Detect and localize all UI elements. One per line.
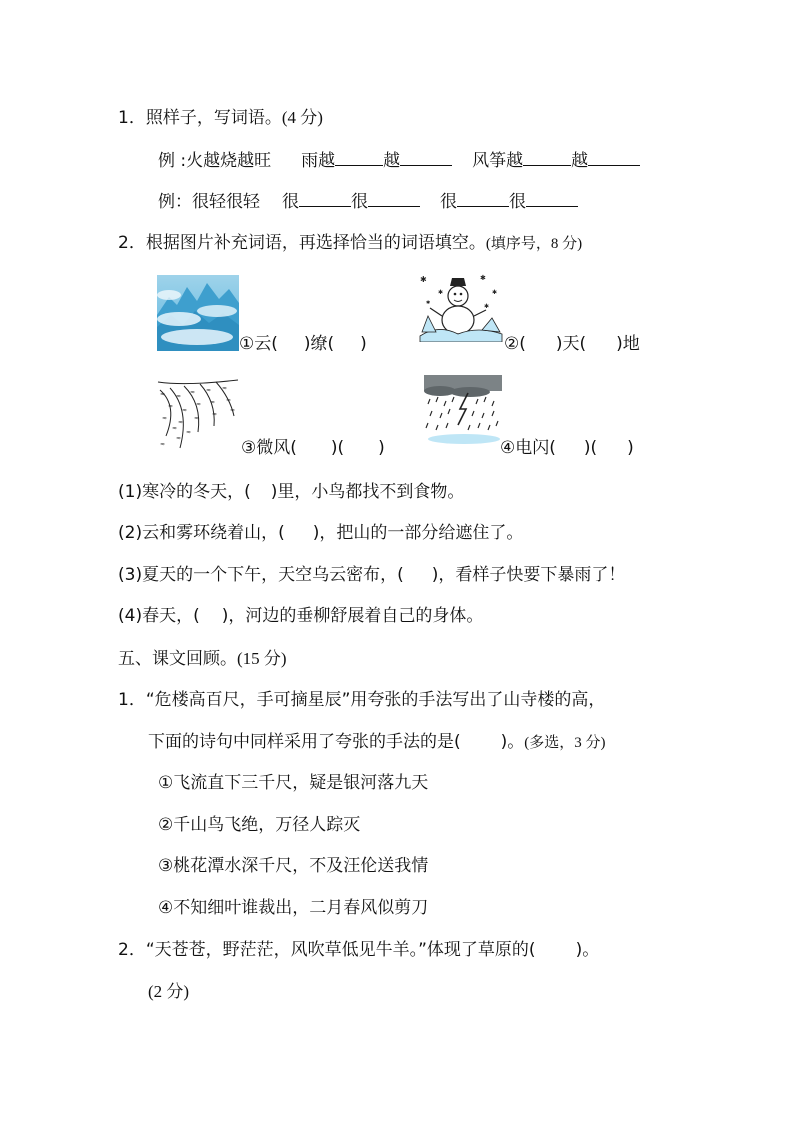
svg-text:≈: ≈ [196,401,202,408]
svg-text:≈: ≈ [226,397,232,404]
pic3-label: ③微风( [241,438,297,458]
svg-text:≈: ≈ [160,441,166,448]
svg-text:✱: ✱ [420,275,427,284]
q1-title: 1．照样子，写词语。 [118,108,282,128]
example1-word-4: 越 [571,151,589,171]
s5-q2-line1 [118,939,599,961]
q1-heading [118,107,323,129]
pic3-end: ) [378,438,385,458]
sentence-1-end: )里，小鸟都找不到食物。 [270,482,465,502]
s5-q1-stem-cont: 下面的诗句中同样采用了夸张的手法的是( [148,732,461,752]
answer-blank[interactable] [523,149,571,166]
svg-text:≈: ≈ [222,385,228,392]
option-1-text: ①飞流直下三千尺，疑是银河落九天 [158,773,429,793]
pic4-caption [500,437,634,459]
s5-q1-stem: 1．“危楼高百尺，手可摘星辰”用夸张的手法写出了山寺楼的高， [118,690,606,710]
sentence-4-end: )，河边的垂柳舒展着自己的身体。 [221,606,484,626]
willow-branches-image [156,376,240,452]
sentence-2-end: )，把山的一部分给遮住了。 [312,523,524,543]
q2-title: 2．根据图片补充词语，再选择恰当的词语填空。 [118,233,486,253]
pic2-mid: )天( [555,334,587,354]
option-1 [158,772,428,794]
pic1-end: ) [360,334,367,354]
answer-blank[interactable] [368,190,420,207]
svg-text:≈: ≈ [194,415,200,422]
s5-q2-score: (2 分) [148,982,190,1001]
svg-text:≈: ≈ [182,407,188,414]
q1-example-2 [158,190,578,213]
svg-text:≈: ≈ [176,393,182,400]
option-4 [158,897,428,919]
sentence-4 [118,605,483,627]
answer-blank[interactable] [588,149,640,166]
svg-text:≈: ≈ [212,411,218,418]
q1-score: (4 分) [281,108,323,127]
snowman-image [418,272,504,342]
example2-word-4: 很 [509,192,526,212]
s5-q2-line2 [148,981,189,1003]
pic1-label: ①云( [239,334,278,354]
mountain-clouds-image [157,275,239,351]
example1-lead: 例 :火越烧越旺 [158,151,272,171]
pic1-caption [239,333,367,355]
s5-q1-line1 [118,689,605,711]
example1-word-1: 雨越 [301,151,336,171]
pic4-label: ④电闪( [500,438,556,458]
example2-lead: 例：很轻很轻 [158,192,260,212]
svg-text:≈: ≈ [168,403,174,410]
pic4-mid: )( [583,438,598,458]
sentence-4-start: (4)春天，( [118,606,200,626]
section5-title: 五、课文回顾。 [118,649,237,669]
option-3 [158,855,428,877]
sentence-2-start: (2)云和雾环绕着山，( [118,523,285,543]
svg-text:✱: ✱ [484,303,490,310]
thunderstorm-image [424,375,502,447]
example2-word-3: 很 [440,192,457,212]
pic3-caption [241,437,385,459]
sentence-1 [118,481,464,503]
q2-heading [118,232,582,255]
sentence-3 [118,564,625,586]
pic2-caption [504,333,640,355]
s5-q1-line2 [148,731,606,754]
svg-text:≈: ≈ [190,389,196,396]
svg-text:✱: ✱ [492,289,498,296]
svg-text:✱: ✱ [426,300,431,306]
svg-text:≈: ≈ [160,391,166,398]
example1-word-3: 风筝越 [472,151,524,171]
pic1-mid: )缭( [303,334,335,354]
answer-blank[interactable] [335,149,383,166]
sentence-2 [118,522,523,544]
pic2-label: ②( [504,334,526,354]
pic3-mid: )( [330,438,345,458]
svg-text:≈: ≈ [186,429,192,436]
section5-score: (15 分) [237,649,287,668]
example1-word-2: 越 [383,151,401,171]
q1-example-1 [158,149,640,172]
s5-q2-stem: 2．“天苍苍，野茫茫，风吹草低见牛羊。”体现了草原的( [118,940,536,960]
svg-text:≈: ≈ [176,435,182,442]
answer-blank[interactable] [457,190,509,207]
svg-text:≈: ≈ [230,407,236,414]
answer-blank[interactable] [299,190,351,207]
sentence-3-end: )，看样子快要下暴雨了！ [431,565,626,585]
pic4-end: ) [627,438,634,458]
svg-text:≈: ≈ [162,415,168,422]
svg-text:≈: ≈ [210,399,216,406]
svg-text:✱: ✱ [480,274,486,282]
example2-word-2: 很 [351,192,368,212]
s5-q1-stem-end: )。 [500,732,525,752]
section5-heading [118,648,287,670]
example2-word-1: 很 [282,192,299,212]
option-3-text: ③桃花潭水深千尺，不及汪伦送我情 [158,856,429,876]
answer-blank[interactable] [400,149,452,166]
answer-blank[interactable] [526,190,578,207]
option-2-text: ②千山鸟飞绝，万径人踪灭 [158,815,361,835]
s5-q2-stem-end: )。 [575,940,600,960]
svg-text:≈: ≈ [178,419,184,426]
sentence-1-start: (1)寒冷的冬天，( [118,482,251,502]
pic2-end: )地 [616,334,640,354]
svg-text:≈: ≈ [172,425,178,432]
svg-text:✱: ✱ [438,289,444,296]
sentence-3-start: (3)夏天的一个下午，天空乌云密布，( [118,565,404,585]
option-2 [158,814,360,836]
s5-q1-score: (多选，3 分) [524,735,606,751]
svg-text:≈: ≈ [206,387,212,394]
q2-score: (填序号，8 分) [485,236,583,252]
option-4-text: ④不知细叶谁裁出，二月春风似剪刀 [158,898,429,918]
